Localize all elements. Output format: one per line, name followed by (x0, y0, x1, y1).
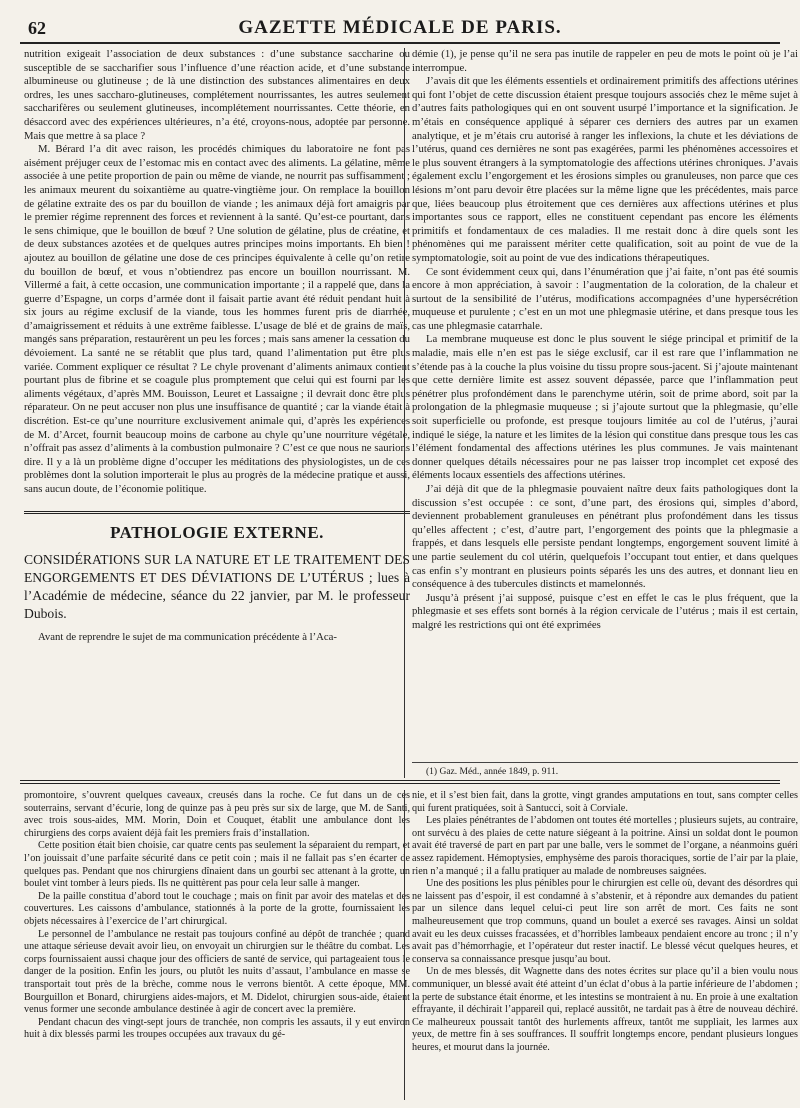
right-paragraph-1: démie (1), je pense qu’il ne sera pas inutile de rappeler en peu de mots le point où je l’ai interrompue. (412, 48, 798, 74)
page-header (20, 16, 780, 44)
section-title: PATHOLOGIE EXTERNE. (110, 522, 324, 542)
right-paragraph-2: J’avais dit que les éléments essentiels et ordinairement primitifs des affections utérines qui font l’objet de cette discussion étaient presque toujours associés chez le même sujet à d’autres faits pathologiques qui en ont souvent usurpé l’importance et la signification. Je m’étais en conséquence appliqué à séparer ces derniers des autres par un examen analytique, et je m’étais cru autorisé à ranger les inflexions, la chute et les déviations de l’utérus, quand ces dernières ne sont pas exagérées, parmi les phénomènes accessoires et le plus souvent étrangers à la symptomatologie des affections utérines chroniques. J’avais également exclu l’engorgement et les érosions simples ou granuleuses, non parce que ces lésions m’ont paru devoir être placées sur la même ligne que les précédentes, mais parce que, liées beaucoup plus étroitement que ces dernières aux affections utérines et plus importantes sous ce rapport, elles ne constituent cependant pas encore les éléments primitifs et fondamentaux de ces maladies. Il me restait donc à dire quels sont les phénomènes qui me paraissent mériter cette qualification, soit au point de vue de la symptomatologie, soit au point de vue des indications thérapeutiques. (412, 75, 798, 264)
feuilleton-left-paragraph-4: Le personnel de l’ambulance ne restait pas toujours confiné au dépôt de tranchée ; quand une attaque sérieuse devait avoir lieu, on envoyait un chirurgien sur le théâtre du combat. Les corps fournissaient aussi chaque jour des officiers de santé de service, qui partageaient tous le danger de la position. Enfin les jours, ou plutôt les nuits d’assaut, l’ambulance en masse se transportait tout près de la brèche, comme nous le verrons bientôt. A cette époque, MM. Bourguillon et Bonard, chirurgiens aides-majors, et M. Didelot, chirurgien sous-aide, étaient venus former une seconde ambulance destinée à agir de concert avec la première. (24, 928, 410, 1016)
page-number: 62 (28, 18, 46, 38)
article-heading: CONSIDÉRATIONS SUR LA NATURE ET LE TRAITEMENT DES ENGORGEMENTS ET DES DÉVIATIONS DE L’UTÉRUS ; lues à l’Académie de médecine, séance du 22 janvier, par M. le professeur Dubois. (24, 552, 410, 622)
left-paragraph-2: M. Bérard l’a dit avec raison, les procédés chimiques du laboratoire ne font pas aisément préjuger ceux de l’estomac mis en contact avec des aliments. La gélatine, même associée à une petite proportion de pain ou même de viande, ne nourrit pas suffisamment ; les animaux meurent du soixantième au quatre-vingtième jour. On remplace la bouillon de gélatine extraite des os par du bouillon de viande ; les animaux déjà fort amaigris par le premier régime reprennent des forces et reviennent à la santé. Qu’est-ce pourtant, dans le sens chimique, que le bouillon de bœuf ? Une solution de gélatine, plus de créatine, et de deux substances azotées et de quelques autres principes moins importants. Eh bien ! ajoutez au bouillon de gélatine une dose de ces principes équivalente à celle qu’on retire du bouillon de bœuf, et vous n’obtiendrez pas encore un bouillon nourrissant. M. Villermé a fait, à cette occasion, une communication importante ; il a rappelé que, dans la guerre d’Espagne, un corps d’armée dont il faisait partie avant été réduit pendant huit à six jours au régime exclusif de la viande, tous les hommes furent pris de diarrhée, d’amaigrissement et réduits à une extrême faiblesse. L’usage de blé et de grains de maïs, mangés sans préparation, restaurèrent un peu les forces ; mais sans amener la cessation du dévoiement. La santé ne se rétablit que plus tard, quand l’alimentation put être plus variée. Comment expliquer ce résultat ? Le chyle provenant d’aliments animaux contient pourtant plus de fibrine et se coagule plus promptement que celui qui est fourni par les aliments végétaux, d’après MM. Bouisson, Leuret et Lassaigne ; il devrait donc être plus réparateur. On ne peut accuser non plus une insuffisance de quantité ; car la viande était à discrétion. Est-ce qu’une nourriture exclusivement animale qui, d’après les expériences de M. d’Arcet, fournit beaucoup moins de carbone au chyle qu’une nourriture végétale, n’offrait pas assez d’aliments à la combustion pulmonaire ? C’est ce que nous ne saurions dire. Il y a là un problème digne d’occuper les méditations des physiologistes, un de ces problèmes dont la solution importerait le plus au progrès de la médecine pratique et aussi, sans aucun doute, de l’économie politique. (24, 143, 410, 495)
feuilleton-left-column (24, 790, 410, 1100)
feuilleton-right-column (412, 790, 798, 1100)
feuilleton-right-paragraph-4: Un de mes blessés, dit Wagnette dans des notes écrites sur place qu’il a bien voulu nous communiquer, un blessé avait été atteint d’un éclat d’obus à la partie inférieure de l’abdomen ; la perte de substance était énorme, et les intestins se montraient à nu. En proie à une exaltation effrayante, il déchirait l’appareil qui, replacé aussitôt, ne tardait pas à être de nouveau déchiré. Ce malheureux poussait tantôt des hurlements affreux, tantôt me suppliait, les larmes aux yeux, de mettre fin à ses souffrances. Il souffrit longtemps encore, pendant plusieurs longues heures, et mourut dans la journée. (412, 966, 798, 1053)
right-paragraph-3: Ce sont évidemment ceux qui, dans l’énumération que j’ai faite, n’ont pas été soumis encore à mon appréciation, à savoir : l’augmentation de la coloration, de la chaleur et surtout de la sensibilité de l’utérus, modifications accompagnées d’une hypersécrétion muqueuse et purulente ; c’est en un mot une phlegmasie utérine, et dans presque tous les cas une phlegmasie catarrhale. (412, 265, 798, 332)
right-paragraph-4: La membrane muqueuse est donc le plus souvent le siége principal et primitif de la maladie, mais elle n’en est pas le siége exclusif, car il est rare que l’inflammation ne s’étende pas à la couche la plus voisine du tissu propre sous-jacent. Si j’ajoute maintenant que cette dernière limite est assez souvent dépassée, parce que l’inflammation peut pénétrer plus profondément dans le parenchyme utérin, soit de prime abord, soit par la prolongation de la phlegmasie muqueuse ; si j’ajoute surtout que la phlegmasie, qu’elle soit superficielle ou profonde, est presque toujours limitée au col de l’utérus, j’aurai indiqué le siége, la nature et les limites de la lésion qui constitue dans presque tous les cas l’élément fondamental des affections utérines les plus communes. Je vais maintenant donner quelques détails nécessaires pour ne pas laisser trop incomplet cet exposé des éléments locaux essentiels des affections utérines. (412, 333, 798, 482)
feuilleton-left-paragraph-3: De la paille constitua d’abord tout le couchage ; mais on finit par avoir des matelas et des couvertures. Les caissons d’ambulance, stationnés à la porte de la grotte, fournissaient les objets nécessaires à l’exercice de l’art chirurgical. (24, 890, 410, 927)
right-paragraph-5: J’ai déjà dit que de la phlegmasie pouvaient naître deux faits pathologiques dont la discussion s’est occupée : ce sont, d’une part, des érosions qui, simples d’abord, deviennent probablement granuleuses en pénétrant plus profondément dans les tissus qu’elles affectent ; c’est, d’autre part, l’engorgement des points que la phlegmasie a frappés, et dans lesquels elle persiste pendant longtemps, engorgement souvent limité à une partie seulement du col utérin, quelquefois l’occupant tout entier, et dans quelques cas enfin s’y montrant en plusieurs points séparés les uns des autres, et donnant lieu en conséquence à des tubercules distincts et mamelonnés. (412, 483, 798, 591)
feuilleton-right-paragraph-3: Une des positions les plus pénibles pour le chirurgien est celle où, devant des désordres qui ne laissent pas d’espoir, il est condamné à s’abstenir, et à répondre aux demandes du patient par un silence dans lequel celui-ci peut lire son arrêt de mort. Ces faits ne sont malheureusement que trop communs, quand un boulet a exercé ses ravages. Ainsi un soldat avait eu les deux cuisses fracassées, et d’horribles lambeaux pendaient encore au tronc ; il n’y avait pas d’hémorrhagie, et l’opérateur dut rester inactif. Le blessé vécut quelques heures, et conserva sa connaissance presque jusqu’au bout. (412, 878, 798, 965)
article-opening: Avant de reprendre le sujet de ma communication précédente à l’Aca- (38, 631, 337, 644)
left-paragraph-1: nutrition exigeait l’association de deux substances : d’une substance saccharine ou susceptible de se saccharifier sous l’influence d’une réaction acide, et d’une substance albumineuse ou glutineuse ; de là une distinction des substances alimentaires en deux ordres, les unes saccharo-glutineuses, complétement nourrissantes, les autres seulement saccharifères ou seulement glutineuses, incomplétement nourrissantes. Cette théorie, en désaccord avec des expériences ultérieures, n’a été, croyons-nous, adoptée par personne. Mais que mettre à sa place ? (24, 48, 410, 142)
footnote-text: (1) Gaz. Méd., année 1849, p. 911. (426, 767, 559, 777)
feuilleton-left-paragraph-1: promontoire, s’ouvrent quelques caveaux, creusés dans la roche. Ce fut dans un de ces souterrains, servant d’écurie, long de quinze pas à peu près sur six de large, que M. de Santi, avec trois sous-aides, MM. Morin, Doin et Couquet, établit une ambulance dont les chirurgiens des corps avaient déjà fait les premiers frais d’installation. (24, 790, 410, 839)
feuilleton-column-divider (404, 790, 405, 1100)
footnote (412, 762, 798, 777)
feuilleton-right-paragraph-2: Les plaies pénétrantes de l’abdomen ont toutes été mortelles ; plusieurs sujets, au contraire, ont survécu à des plaies de cette nature siégeant à la poitrine. Ainsi un soldat dont le poumon avait été traversé de part en part par une balle, vers le sommet de l’organe, a néanmoins guéri assez rapidement. Hémoptysies, emphysème des parois thoraciques, sortie de l’air par la plaie, rien n’a manqué ; il a fallu pratiquer au malade de nombreuses saignées. (412, 815, 798, 877)
section-divider (24, 511, 410, 514)
feuilleton-right-paragraph-1: nie, et il s’est bien fait, dans la grotte, vingt grandes amputations en tout, sans compter celles qui furent pratiquées, soit à Santucci, soit à Corviale. (412, 790, 798, 814)
feuilleton-rule (20, 780, 780, 784)
journal-title: GAZETTE MÉDICALE DE PARIS. (238, 17, 562, 38)
right-column (412, 48, 798, 788)
feuilleton-left-paragraph-5: Pendant chacun des vingt-sept jours de tranchée, non compris les assauts, il y eut environ huit à dix blessés parmi les troupes occupées aux travaux du gé- (24, 1016, 410, 1041)
feuilleton-left-paragraph-2: Cette position était bien choisie, car quatre cents pas seulement la séparaient du rempart, et l’on jouissait d’une parfaite sécurité dans ce petit coin ; mais il ne fallait pas s’en écarter de quelques pas. Pendant que nos chirurgiens dînaient dans un gourbi sec attenant à la grotte, un boulet vint tomber à leurs pieds. Ils ne quittèrent pas pour cela leur salle à manger. (24, 840, 410, 890)
left-column (24, 48, 410, 776)
column-divider (404, 48, 405, 778)
right-paragraph-6: Jusqu’à présent j’ai supposé, puisque c’est en effet le cas le plus fréquent, que la phlegmasie et ses effets sont bornés à la région cervicale de l’utérus ; mais il est certain, malgré les restrictions qui ont été exprimées (412, 591, 798, 631)
